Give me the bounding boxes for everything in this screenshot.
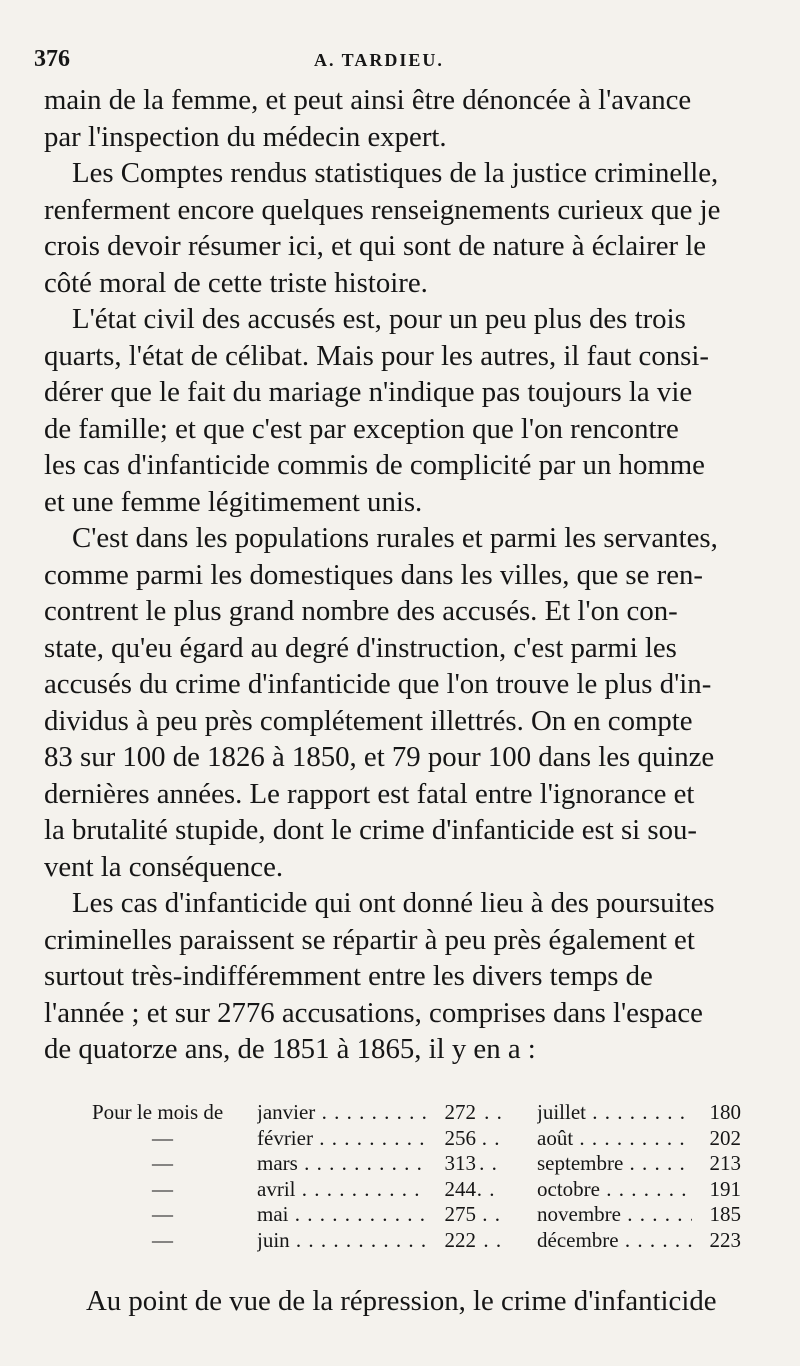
month-label: juillet . . .	[537, 1100, 737, 1126]
page-number: 376	[34, 46, 70, 72]
text-line: dérer que le fait du mariage n'indique pas toujours la vie	[44, 376, 693, 408]
month-value: 191	[692, 1177, 741, 1203]
table-row	[92, 1177, 772, 1203]
month-value: 256	[427, 1126, 476, 1152]
table-row	[92, 1100, 772, 1126]
month-label: octobre . . .	[537, 1177, 737, 1203]
table-row	[92, 1228, 772, 1254]
text-line: et une femme légitimement unis.	[44, 485, 423, 518]
text-line: comme parmi les domestiques dans les villes, que se ren-	[44, 558, 703, 591]
month-label: novembre . . .	[537, 1202, 737, 1228]
running-head: A. TARDIEU.	[314, 50, 444, 70]
month-label: janvier . . .	[257, 1100, 502, 1126]
paragraph	[44, 885, 764, 1068]
text-line: vent la conséquence.	[44, 850, 284, 883]
text-line: Les cas d'infanticide qui ont donné lieu à des poursuites	[72, 887, 715, 919]
text-line: côté moral de cette triste histoire.	[44, 266, 428, 299]
table-row	[92, 1126, 772, 1152]
ditto-dash: —	[152, 1176, 173, 1201]
month-value: 180	[692, 1100, 741, 1126]
ditto-dash: —	[152, 1202, 173, 1227]
text-line: dividus à peu près complétement illettrés. On en compte	[44, 704, 693, 737]
table-row	[92, 1202, 772, 1228]
text-line: l'année ; et sur 2776 accusations, comprises dans l'espace	[44, 996, 703, 1029]
page-header	[34, 46, 760, 76]
month-value: 223	[692, 1228, 741, 1254]
month-label: février . . .	[257, 1126, 502, 1152]
month-value: 213	[692, 1151, 741, 1177]
month-label: avril . . .	[257, 1177, 502, 1203]
text-line: 83 sur 100 de 1826 à 1850, et 79 pour 100 dans les quinze	[44, 741, 715, 773]
paragraph	[44, 82, 764, 155]
month-label: juin . . .	[257, 1228, 502, 1254]
text-line: accusés du crime d'infanticide que l'on trouve le plus d'in-	[44, 668, 712, 700]
text-line: quarts, l'état de célibat. Mais pour les autres, il faut consi-	[44, 339, 709, 372]
text-line: criminelles paraissent se répartir à peu près également et	[44, 923, 695, 956]
monthly-cases-table	[92, 1100, 772, 1254]
text-line: Les Comptes rendus statistiques de la justice criminelle,	[72, 157, 719, 189]
month-value: 202	[692, 1126, 741, 1152]
text-line: par l'inspection du médecin expert.	[44, 120, 447, 153]
paragraph	[44, 520, 764, 885]
text-line: C'est dans les populations rurales et parmi les servantes,	[72, 522, 718, 554]
ditto-dash: —	[152, 1125, 173, 1150]
text-line: contrent le plus grand nombre des accusés. Et l'on con-	[44, 595, 678, 627]
text-line: de quatorze ans, de 1851 à 1865, il y en a :	[44, 1033, 536, 1065]
text-line: de famille; et que c'est par exception que l'on rencontre	[44, 412, 679, 445]
month-label: mars . . .	[257, 1151, 502, 1177]
text-line: renferment encore quelques renseignements curieux que je	[44, 193, 721, 226]
paragraph	[44, 301, 764, 520]
text-line: main de la femme, et peut ainsi être dénoncée à l'avance	[44, 84, 692, 116]
month-value: 313	[427, 1151, 476, 1177]
month-label: août . . .	[537, 1126, 737, 1152]
month-value: 275	[427, 1202, 476, 1228]
month-label: mai . . .	[257, 1202, 502, 1228]
month-label: septembre . . .	[537, 1151, 737, 1177]
text-line: la brutalité stupide, dont le crime d'infanticide est si sou-	[44, 814, 697, 846]
paragraph	[44, 155, 764, 301]
table-row	[92, 1151, 772, 1177]
text-line: les cas d'infanticide commis de complicité par un homme	[44, 449, 705, 481]
text-line: L'état civil des accusés est, pour un peu plus des trois	[72, 303, 686, 335]
text-line: state, qu'eu égard au degré d'instruction, c'est parmi les	[44, 631, 677, 664]
month-label: décembre . . .	[537, 1228, 737, 1254]
month-value: 185	[692, 1202, 741, 1228]
ditto-dash: —	[152, 1227, 173, 1252]
month-value: 272	[427, 1100, 476, 1126]
body-text	[44, 82, 764, 1068]
row-prefix: Pour le mois de	[92, 1100, 224, 1124]
month-value: 244	[427, 1177, 476, 1203]
continuation-line: Au point de vue de la répression, le crime d'infanticide	[86, 1285, 717, 1317]
text-line: crois devoir résumer ici, et qui sont de nature à éclairer le	[44, 230, 707, 262]
text-line: surtout très-indifféremment entre les divers temps de	[44, 960, 653, 992]
month-value: 222	[427, 1228, 476, 1254]
ditto-dash: —	[152, 1151, 173, 1176]
text-line: dernières années. Le rapport est fatal entre l'ignorance et	[44, 777, 695, 810]
